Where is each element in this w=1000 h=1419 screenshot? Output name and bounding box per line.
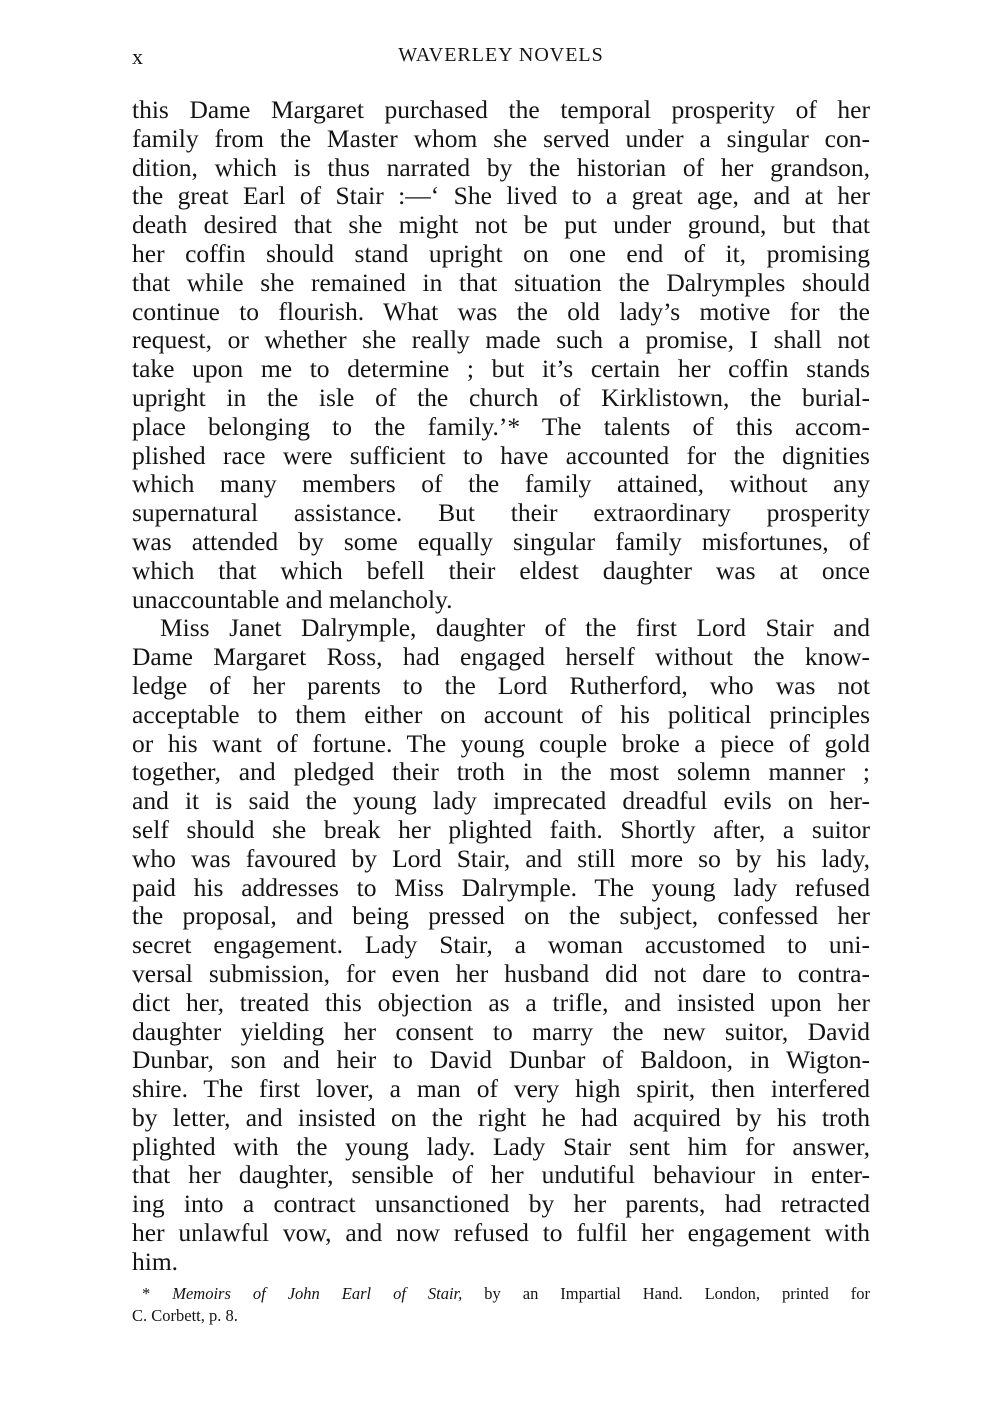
footnote-text: by an Impartial Hand. London, printed for (462, 1284, 871, 1303)
text-line: her coffin should stand upright on one end of it, promising (132, 238, 870, 268)
page-number: x (132, 44, 144, 69)
text-line: that while she remained in that situation the Dalrymples should (132, 267, 870, 297)
text-line: the great Earl of Stair :—‘ She lived to a great age, and at her (132, 181, 870, 211)
text-line: acceptable to them either on account of his political principles (132, 699, 870, 729)
text-line: death desired that she might not be put under ground, but that (132, 210, 870, 240)
text-line: upright in the isle of the church of Kirklistown, the burial- (132, 382, 870, 412)
text-line: together, and pledged their troth in the most solemn manner ; (132, 757, 870, 787)
text-line: the proposal, and being pressed on the subject, confessed her (132, 901, 870, 931)
footnote (132, 1283, 870, 1327)
text-line: Miss Janet Dalrymple, daughter of the first Lord Stair and (160, 613, 870, 643)
text-line: secret engagement. Lady Stair, a woman accustomed to uni- (132, 930, 870, 960)
book-page (132, 0, 870, 1419)
text-line: ing into a contract unsanctioned by her parents, had retracted (132, 1189, 870, 1219)
footnote-line (132, 1283, 870, 1305)
text-line: continue to flourish. What was the old lady’s motive for the (132, 296, 870, 326)
text-line: family from the Master whom she served under a singular con- (132, 123, 870, 153)
footnote-title: Memoirs of John Earl of Stair, (172, 1284, 463, 1303)
text-line: by letter, and insisted on the right he had acquired by his troth (132, 1102, 870, 1132)
text-line: Dunbar, son and heir to David Dunbar of Baldoon, in Wigton- (132, 1045, 870, 1075)
paragraph-2 (132, 614, 870, 1276)
text-line: which many members of the family attained, without any (132, 469, 870, 499)
body-text (132, 96, 870, 1277)
text-line: self should she break her plighted faith. Shortly after, a suitor (132, 814, 870, 844)
text-line: take upon me to determine ; but it’s certain her coffin stands (132, 354, 870, 384)
text-line: dition, which is thus narrated by the historian of her grandson, (132, 152, 870, 182)
text-line: her unlawful vow, and now refused to fulfil her engagement with (132, 1218, 870, 1248)
text-line: this Dame Margaret purchased the temporal prosperity of her (132, 95, 870, 124)
text-line: dict her, treated this objection as a trifle, and insisted upon her (132, 987, 870, 1017)
footnote-marker: * (142, 1284, 173, 1303)
text-line: daughter yielding her consent to marry the new suitor, David (132, 1016, 870, 1046)
text-line: was attended by some equally singular family misfortunes, of (132, 526, 870, 556)
footnote-line: C. Corbett, p. 8. (132, 1306, 238, 1325)
paragraph-1 (132, 96, 870, 614)
running-head (132, 44, 870, 74)
text-line: who was favoured by Lord Stair, and still more so by his lady, (132, 843, 870, 873)
text-line: that her daughter, sensible of her undutiful behaviour in enter- (132, 1160, 870, 1190)
text-line: which that which befell their eldest daughter was at once (132, 555, 870, 585)
text-line: unaccountable and melancholy. (132, 584, 453, 614)
text-line: Dame Margaret Ross, had engaged herself without the know- (132, 642, 870, 672)
text-line: and it is said the young lady imprecated dreadful evils on her- (132, 786, 870, 816)
text-line: place belonging to the family.’* The talents of this accom- (132, 411, 870, 441)
running-title: WAVERLEY NOVELS (398, 44, 604, 66)
text-line: ledge of her parents to the Lord Rutherford, who was not (132, 670, 870, 700)
text-line: him. (132, 1246, 179, 1276)
text-line: request, or whether she really made such a promise, I shall not (132, 325, 870, 355)
text-line: paid his addresses to Miss Dalrymple. The young lady refused (132, 872, 870, 902)
text-line: supernatural assistance. But their extraordinary prosperity (132, 498, 870, 528)
text-line: versal submission, for even her husband did not dare to contra- (132, 958, 870, 988)
text-line: or his want of fortune. The young couple broke a piece of gold (132, 728, 870, 758)
text-line: plighted with the young lady. Lady Stair sent him for answer, (132, 1131, 870, 1161)
text-line: plished race were sufficient to have accounted for the dignities (132, 440, 870, 470)
text-line: shire. The first lover, a man of very high spirit, then interfered (132, 1074, 870, 1104)
